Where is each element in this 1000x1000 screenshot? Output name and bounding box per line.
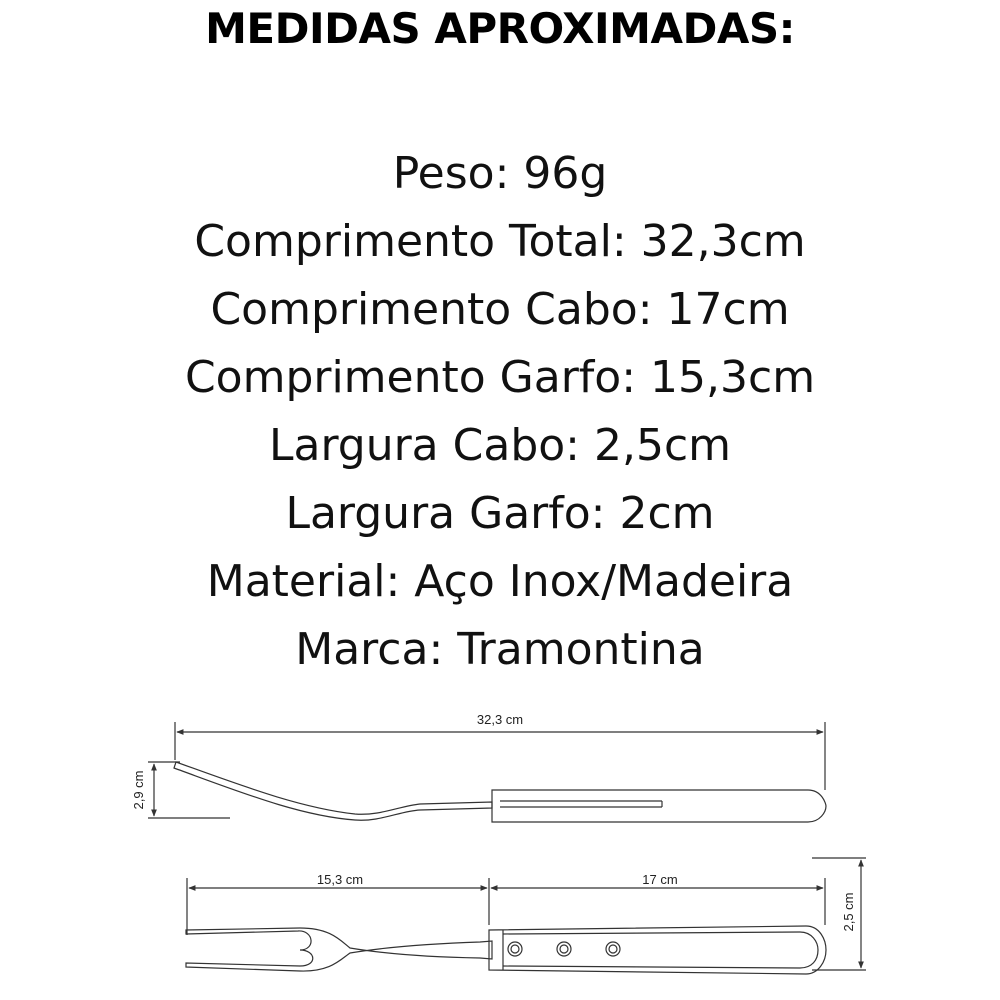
- spec-material: Material: Aço Inox/Madeira: [206, 556, 794, 607]
- handle-inner-outline: [503, 932, 818, 968]
- spec-handle-length: Comprimento Cabo: 17cm: [210, 284, 790, 335]
- fork-length-label: 15,3 cm: [316, 872, 364, 887]
- handle-width-label: 2,5 cm: [841, 892, 856, 932]
- page-title: MEDIDAS APROXIMADAS:: [205, 4, 795, 53]
- spec-weight: Peso: 96g: [392, 148, 608, 199]
- spec-total-length: Comprimento Total: 32,3cm: [194, 216, 806, 267]
- fork-tines-top: [186, 928, 492, 971]
- rivet-3-inner: [609, 945, 617, 953]
- spec-fork-length: Comprimento Garfo: 15,3cm: [184, 352, 816, 403]
- handle-length-label: 17 cm: [642, 872, 678, 887]
- fork-shaft-side: [174, 762, 492, 820]
- spec-fork-width: Largura Garfo: 2cm: [285, 488, 715, 539]
- rivet-2: [557, 942, 571, 956]
- height-label: 2,9 cm: [131, 770, 146, 810]
- spec-list: [0, 140, 1000, 684]
- rivet-1-inner: [511, 945, 519, 953]
- fork-diagram: [0, 700, 1000, 1000]
- spec-handle-width: Largura Cabo: 2,5cm: [268, 420, 732, 471]
- handle-side: [492, 790, 826, 822]
- total-length-label: 32,3 cm: [476, 712, 524, 727]
- side-view: [148, 722, 826, 822]
- rivet-3: [606, 942, 620, 956]
- rivet-2-inner: [560, 945, 568, 953]
- spec-brand: Marca: Tramontina: [295, 624, 705, 675]
- rivet-1: [508, 942, 522, 956]
- top-view: [186, 858, 866, 974]
